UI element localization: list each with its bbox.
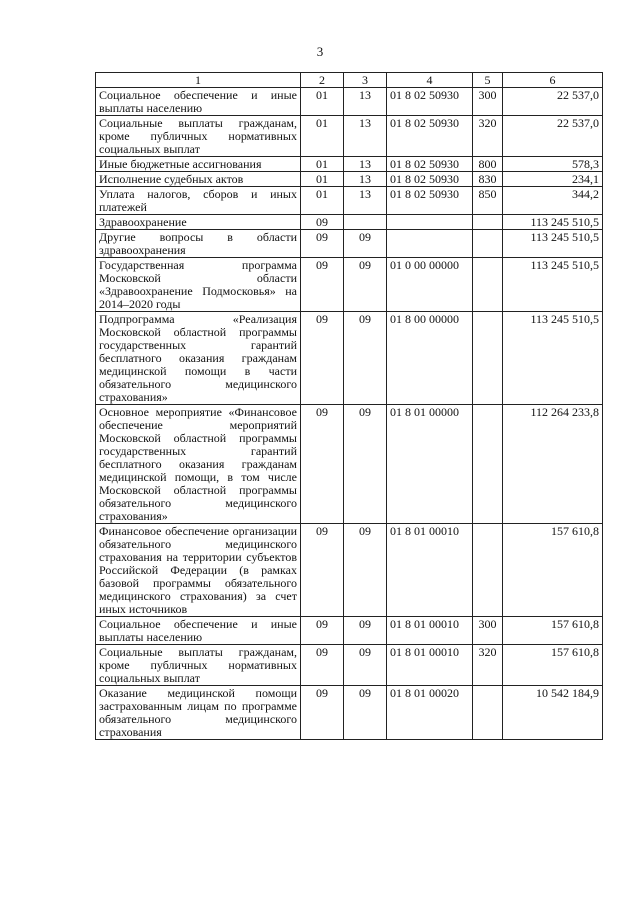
- cell-amount: 578,3: [503, 157, 603, 172]
- cell-target-code: 01 8 01 00000: [387, 405, 473, 524]
- budget-table: [95, 72, 603, 740]
- cell-amount: 113 245 510,5: [503, 258, 603, 312]
- table-row: [96, 258, 603, 312]
- header-col-3: 3: [344, 73, 387, 88]
- table-row: [96, 215, 603, 230]
- table-header-row: [96, 73, 603, 88]
- cell-subsection: 13: [344, 116, 387, 157]
- cell-subsection: 13: [344, 187, 387, 215]
- cell-target-code: 01 8 01 00020: [387, 686, 473, 740]
- cell-subsection: 09: [344, 230, 387, 258]
- cell-name: Другие вопросы в области здравоохранения: [96, 230, 301, 258]
- header-col-4: 4: [387, 73, 473, 88]
- cell-subsection: 09: [344, 524, 387, 617]
- cell-subsection: 13: [344, 172, 387, 187]
- cell-amount: 112 264 233,8: [503, 405, 603, 524]
- cell-amount: 10 542 184,9: [503, 686, 603, 740]
- cell-section: 01: [301, 187, 344, 215]
- cell-expense-type: [473, 405, 503, 524]
- cell-expense-type: 850: [473, 187, 503, 215]
- cell-name: Основное мероприятие «Финансовое обеспечение мероприятий Московской областной программы государственных гарантий бесплатного оказания гражданам медицинской помощи, в том числе Московской областной программы обязательного медицинского страхования»: [96, 405, 301, 524]
- cell-name: Государственная программа Московской области «Здравоохранение Подмосковья» на 2014–2020 годы: [96, 258, 301, 312]
- cell-expense-type: [473, 312, 503, 405]
- table-row: [96, 116, 603, 157]
- cell-subsection: 13: [344, 157, 387, 172]
- cell-amount: 344,2: [503, 187, 603, 215]
- table-row: [96, 312, 603, 405]
- cell-expense-type: [473, 524, 503, 617]
- cell-subsection: 09: [344, 312, 387, 405]
- cell-subsection: 13: [344, 88, 387, 116]
- table-row: [96, 645, 603, 686]
- cell-amount: 234,1: [503, 172, 603, 187]
- page-number: 3: [316, 44, 324, 59]
- cell-expense-type: [473, 686, 503, 740]
- cell-name: Социальное обеспечение и иные выплаты населению: [96, 617, 301, 645]
- cell-section: 09: [301, 258, 344, 312]
- cell-name: Иные бюджетные ассигнования: [96, 157, 301, 172]
- cell-section: 09: [301, 312, 344, 405]
- cell-section: 01: [301, 116, 344, 157]
- header-col-5: 5: [473, 73, 503, 88]
- cell-subsection: 09: [344, 258, 387, 312]
- cell-expense-type: 800: [473, 157, 503, 172]
- cell-expense-type: [473, 258, 503, 312]
- cell-section: 09: [301, 617, 344, 645]
- cell-expense-type: 300: [473, 88, 503, 116]
- cell-amount: 113 245 510,5: [503, 312, 603, 405]
- table-row: [96, 617, 603, 645]
- cell-target-code: 01 8 01 00010: [387, 617, 473, 645]
- cell-section: 09: [301, 230, 344, 258]
- cell-section: 01: [301, 172, 344, 187]
- cell-subsection: 09: [344, 405, 387, 524]
- cell-expense-type: 320: [473, 645, 503, 686]
- cell-target-code: 01 0 00 00000: [387, 258, 473, 312]
- header-col-1: 1: [96, 73, 301, 88]
- cell-amount: 22 537,0: [503, 116, 603, 157]
- cell-section: 09: [301, 524, 344, 617]
- cell-name: Здравоохранение: [96, 215, 301, 230]
- header-col-2: 2: [301, 73, 344, 88]
- cell-name: Оказание медицинской помощи застрахованным лицам по программе обязательного медицинского страхования: [96, 686, 301, 740]
- cell-target-code: [387, 215, 473, 230]
- cell-name: Исполнение судебных актов: [96, 172, 301, 187]
- cell-name: Уплата налогов, сборов и иных платежей: [96, 187, 301, 215]
- cell-expense-type: 300: [473, 617, 503, 645]
- cell-subsection: 09: [344, 617, 387, 645]
- table-row: [96, 686, 603, 740]
- cell-target-code: 01 8 02 50930: [387, 116, 473, 157]
- cell-target-code: 01 8 02 50930: [387, 157, 473, 172]
- cell-amount: 113 245 510,5: [503, 230, 603, 258]
- cell-name: Подпрограмма «Реализация Московской областной программы государственных гарантий бесплатного оказания гражданам медицинской помощи в части обязательного медицинского страхования»: [96, 312, 301, 405]
- cell-target-code: 01 8 02 50930: [387, 187, 473, 215]
- table-row: [96, 88, 603, 116]
- cell-name: Социальные выплаты гражданам, кроме публичных нормативных социальных выплат: [96, 645, 301, 686]
- cell-amount: 157 610,8: [503, 524, 603, 617]
- header-col-6: 6: [503, 73, 603, 88]
- table-row: [96, 187, 603, 215]
- cell-section: 09: [301, 405, 344, 524]
- cell-name: Социальные выплаты гражданам, кроме публичных нормативных социальных выплат: [96, 116, 301, 157]
- cell-section: 09: [301, 645, 344, 686]
- cell-name: Социальное обеспечение и иные выплаты населению: [96, 88, 301, 116]
- cell-subsection: [344, 215, 387, 230]
- cell-amount: 157 610,8: [503, 617, 603, 645]
- cell-section: 09: [301, 215, 344, 230]
- cell-amount: 113 245 510,5: [503, 215, 603, 230]
- cell-name: Финансовое обеспечение организации обязательного медицинского страхования на территории субъектов Российской Федерации (в рамках базовой программы обязательного медицинского страхования) за счет иных источников: [96, 524, 301, 617]
- cell-expense-type: 320: [473, 116, 503, 157]
- cell-subsection: 09: [344, 686, 387, 740]
- table-row: [96, 172, 603, 187]
- cell-expense-type: [473, 230, 503, 258]
- cell-expense-type: 830: [473, 172, 503, 187]
- cell-target-code: 01 8 01 00010: [387, 645, 473, 686]
- cell-target-code: [387, 230, 473, 258]
- cell-subsection: 09: [344, 645, 387, 686]
- cell-section: 01: [301, 88, 344, 116]
- cell-section: 09: [301, 686, 344, 740]
- cell-target-code: 01 8 02 50930: [387, 88, 473, 116]
- table-row: [96, 157, 603, 172]
- cell-amount: 157 610,8: [503, 645, 603, 686]
- cell-expense-type: [473, 215, 503, 230]
- table-row: [96, 230, 603, 258]
- cell-section: 01: [301, 157, 344, 172]
- table-row: [96, 405, 603, 524]
- cell-amount: 22 537,0: [503, 88, 603, 116]
- table-row: [96, 524, 603, 617]
- cell-target-code: 01 8 00 00000: [387, 312, 473, 405]
- cell-target-code: 01 8 01 00010: [387, 524, 473, 617]
- cell-target-code: 01 8 02 50930: [387, 172, 473, 187]
